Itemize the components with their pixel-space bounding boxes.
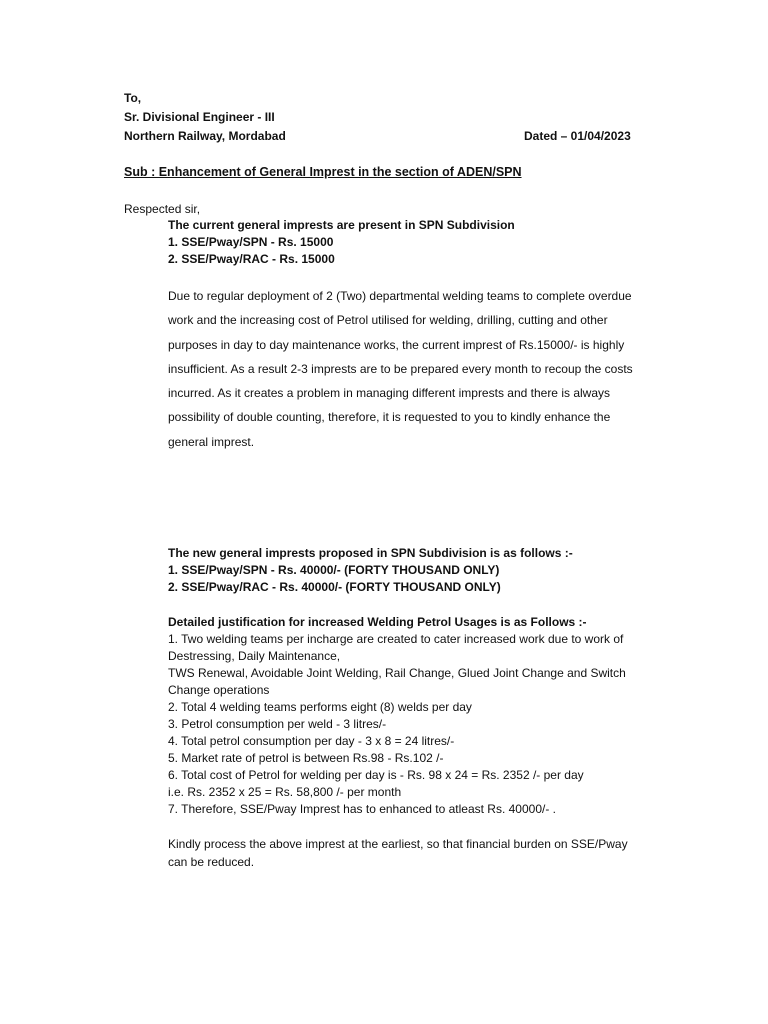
current-imprest-block bbox=[168, 217, 515, 268]
justification-line: 6. Total cost of Petrol for welding per day is - Rs. 98 x 24 = Rs. 2352 /- per day bbox=[168, 768, 584, 782]
justification-line: 1. Two welding teams per incharge are created to cater increased work due to work of Destressing, Daily Maintenance, bbox=[168, 632, 624, 663]
proposed-imprest-heading: The new general imprests proposed in SPN Subdivision is as follows :- bbox=[168, 546, 573, 560]
justification-line: 4. Total petrol consumption per day - 3 x 8 = 24 litres/- bbox=[168, 734, 455, 748]
proposed-imprest-item: 1. SSE/Pway/SPN - Rs. 40000/- (FORTY THOUSAND ONLY) bbox=[168, 563, 500, 577]
justification-line: 2. Total 4 welding teams performs eight (8) welds per day bbox=[168, 700, 472, 714]
closing-paragraph: Kindly process the above imprest at the earliest, so that financial burden on SSE/Pway can be reduced. bbox=[168, 837, 628, 869]
justification-line: i.e. Rs. 2352 x 25 = Rs. 58,800 /- per month bbox=[168, 785, 402, 799]
recipient-title: Sr. Divisional Engineer - III bbox=[124, 110, 275, 124]
recipient-org: Northern Railway, Mordabad bbox=[124, 129, 286, 143]
subject-line: Sub : Enhancement of General Imprest in the section of ADEN/SPN bbox=[124, 165, 522, 179]
proposed-imprest-item: 2. SSE/Pway/RAC - Rs. 40000/- (FORTY THOUSAND ONLY) bbox=[168, 580, 501, 594]
justification-heading: Detailed justification for increased Welding Petrol Usages is as Follows :- bbox=[168, 615, 587, 629]
current-imprest-heading: The current general imprests are present in SPN Subdivision bbox=[168, 218, 515, 232]
justification-line: TWS Renewal, Avoidable Joint Welding, Rail Change, Glued Joint Change and Switch Change operations bbox=[168, 666, 626, 697]
body-paragraph: Due to regular deployment of 2 (Two) departmental welding teams to complete overdue work and the increasing cost of Petrol utilised for welding, drilling, cutting and other purposes in day to day maintenance works, the current imprest of Rs.15000/- is highly insufficient. As a result 2-3 imprests are to be prepared every month to recoup the costs incurred. As it creates a problem in managing different imprests and there is always possibility of double counting, therefore, it is requested to you to kindly enhance the general imprest. bbox=[168, 289, 633, 449]
justification-line: 5. Market rate of petrol is between Rs.98 - Rs.102 /- bbox=[168, 751, 444, 765]
justification-line: 7. Therefore, SSE/Pway Imprest has to enhanced to atleast Rs. 40000/- . bbox=[168, 802, 556, 816]
salutation: Respected sir, bbox=[124, 202, 201, 216]
current-imprest-item: 2. SSE/Pway/RAC - Rs. 15000 bbox=[168, 252, 335, 266]
justification-line: 3. Petrol consumption per weld - 3 litres/- bbox=[168, 717, 387, 731]
proposed-imprest-block bbox=[168, 545, 573, 596]
date-line: Dated – 01/04/2023 bbox=[524, 129, 631, 143]
current-imprest-item: 1. SSE/Pway/SPN - Rs. 15000 bbox=[168, 235, 334, 249]
justification-block bbox=[168, 614, 648, 818]
to-line: To, bbox=[124, 91, 142, 105]
